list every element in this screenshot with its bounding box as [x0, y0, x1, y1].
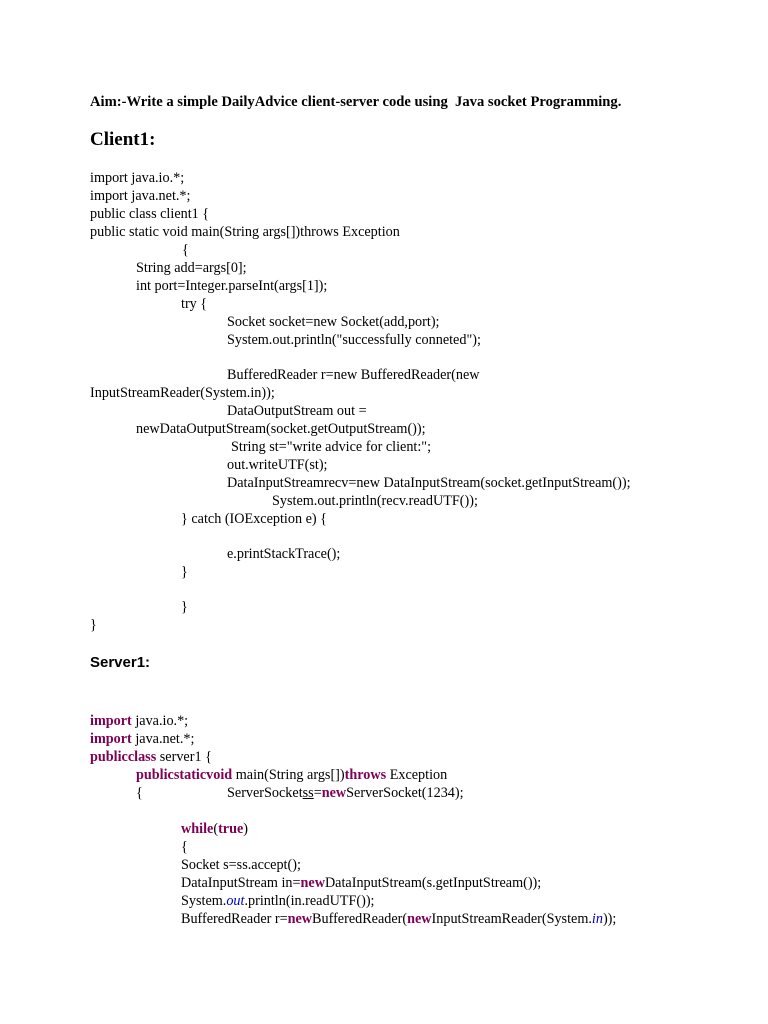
- code-line: System.out.println(recv.readUTF());: [272, 493, 478, 509]
- code-text: InputStreamReader(System.: [431, 911, 592, 927]
- code-line: }: [181, 599, 188, 615]
- code-line: }: [90, 617, 97, 633]
- code-line: [136, 766, 447, 784]
- code-line: DataInputStreamrecv=new DataInputStream(socket.getInputStream());: [227, 475, 631, 491]
- code-line: [90, 730, 194, 748]
- code-text: BufferedReader r=: [181, 911, 288, 927]
- keyword: true: [218, 821, 244, 837]
- keyword: publicstaticvoid: [136, 767, 233, 783]
- code-text: DataInputStream in=: [181, 875, 301, 891]
- code-text: server1 {: [156, 749, 212, 765]
- keyword: import: [90, 731, 132, 747]
- code-line: {: [182, 242, 189, 258]
- code-line: Socket s=ss.accept();: [181, 857, 301, 873]
- code-line: int port=Integer.parseInt(args[1]);: [136, 278, 328, 294]
- code-line: [227, 784, 464, 802]
- code-line: import java.io.*;: [90, 170, 185, 186]
- keyword: new: [407, 911, 432, 927]
- code-text: BufferedReader(: [312, 911, 408, 927]
- code-line: [181, 910, 616, 928]
- keyword: publicclass: [90, 749, 157, 765]
- code-line: [181, 874, 541, 892]
- code-text: ));: [602, 911, 617, 927]
- code-text: ServerSocket(1234);: [346, 785, 464, 801]
- keyword: new: [321, 785, 347, 801]
- code-line: String st="write advice for client:";: [231, 439, 432, 455]
- code-line: {: [136, 785, 143, 801]
- code-line: } catch (IOException e) {: [181, 511, 327, 527]
- code-line: [90, 748, 212, 766]
- aim-statement: Aim:-Write a simple DailyAdvice client-server code using Java socket Programming.: [90, 94, 622, 110]
- code-line: [181, 892, 374, 910]
- code-text: Exception: [386, 767, 448, 783]
- code-line: String add=args[0];: [136, 260, 247, 276]
- code-text: (: [213, 821, 219, 837]
- code-line: try {: [181, 296, 208, 312]
- code-line: {: [181, 839, 188, 855]
- code-line: public class client1 {: [90, 206, 210, 222]
- keyword: while: [181, 821, 214, 837]
- code-text: DataInputStream(s.getInputStream());: [324, 875, 542, 891]
- code-text: java.io.*;: [131, 713, 189, 729]
- code-text: .println(in.readUTF());: [244, 893, 375, 909]
- code-line: [90, 712, 188, 730]
- code-line: out.writeUTF(st);: [227, 457, 328, 473]
- field-name: in: [591, 911, 603, 927]
- keyword: import: [90, 713, 132, 729]
- keyword: new: [287, 911, 313, 927]
- code-text: ss: [302, 785, 314, 801]
- code-line: System.out.println("successfully conneted");: [227, 332, 481, 348]
- code-text: System.: [181, 893, 227, 909]
- keyword: new: [300, 875, 325, 891]
- code-line: InputStreamReader(System.in));: [90, 385, 275, 401]
- code-line: BufferedReader r=new BufferedReader(new: [227, 367, 480, 383]
- field-name: out: [226, 893, 245, 909]
- code-text: ): [243, 821, 249, 837]
- code-line: }: [181, 564, 188, 580]
- server-heading: Server1:: [90, 654, 151, 671]
- code-line: public static void main(String args[])throws Exception: [90, 224, 400, 240]
- code-text: main(String args[]): [232, 767, 345, 783]
- code-line: newDataOutputStream(socket.getOutputStream());: [136, 421, 426, 437]
- code-text: ServerSocket: [227, 785, 303, 801]
- code-line: [181, 820, 248, 838]
- code-line: Socket socket=new Socket(add,port);: [227, 314, 440, 330]
- keyword: throws: [344, 767, 387, 783]
- code-line: import java.net.*;: [90, 188, 191, 204]
- code-line: e.printStackTrace();: [227, 546, 341, 562]
- client-heading: Client1:: [90, 129, 156, 150]
- code-text: =: [313, 785, 322, 801]
- code-line: DataOutputStream out =: [227, 403, 367, 419]
- code-text: java.net.*;: [131, 731, 195, 747]
